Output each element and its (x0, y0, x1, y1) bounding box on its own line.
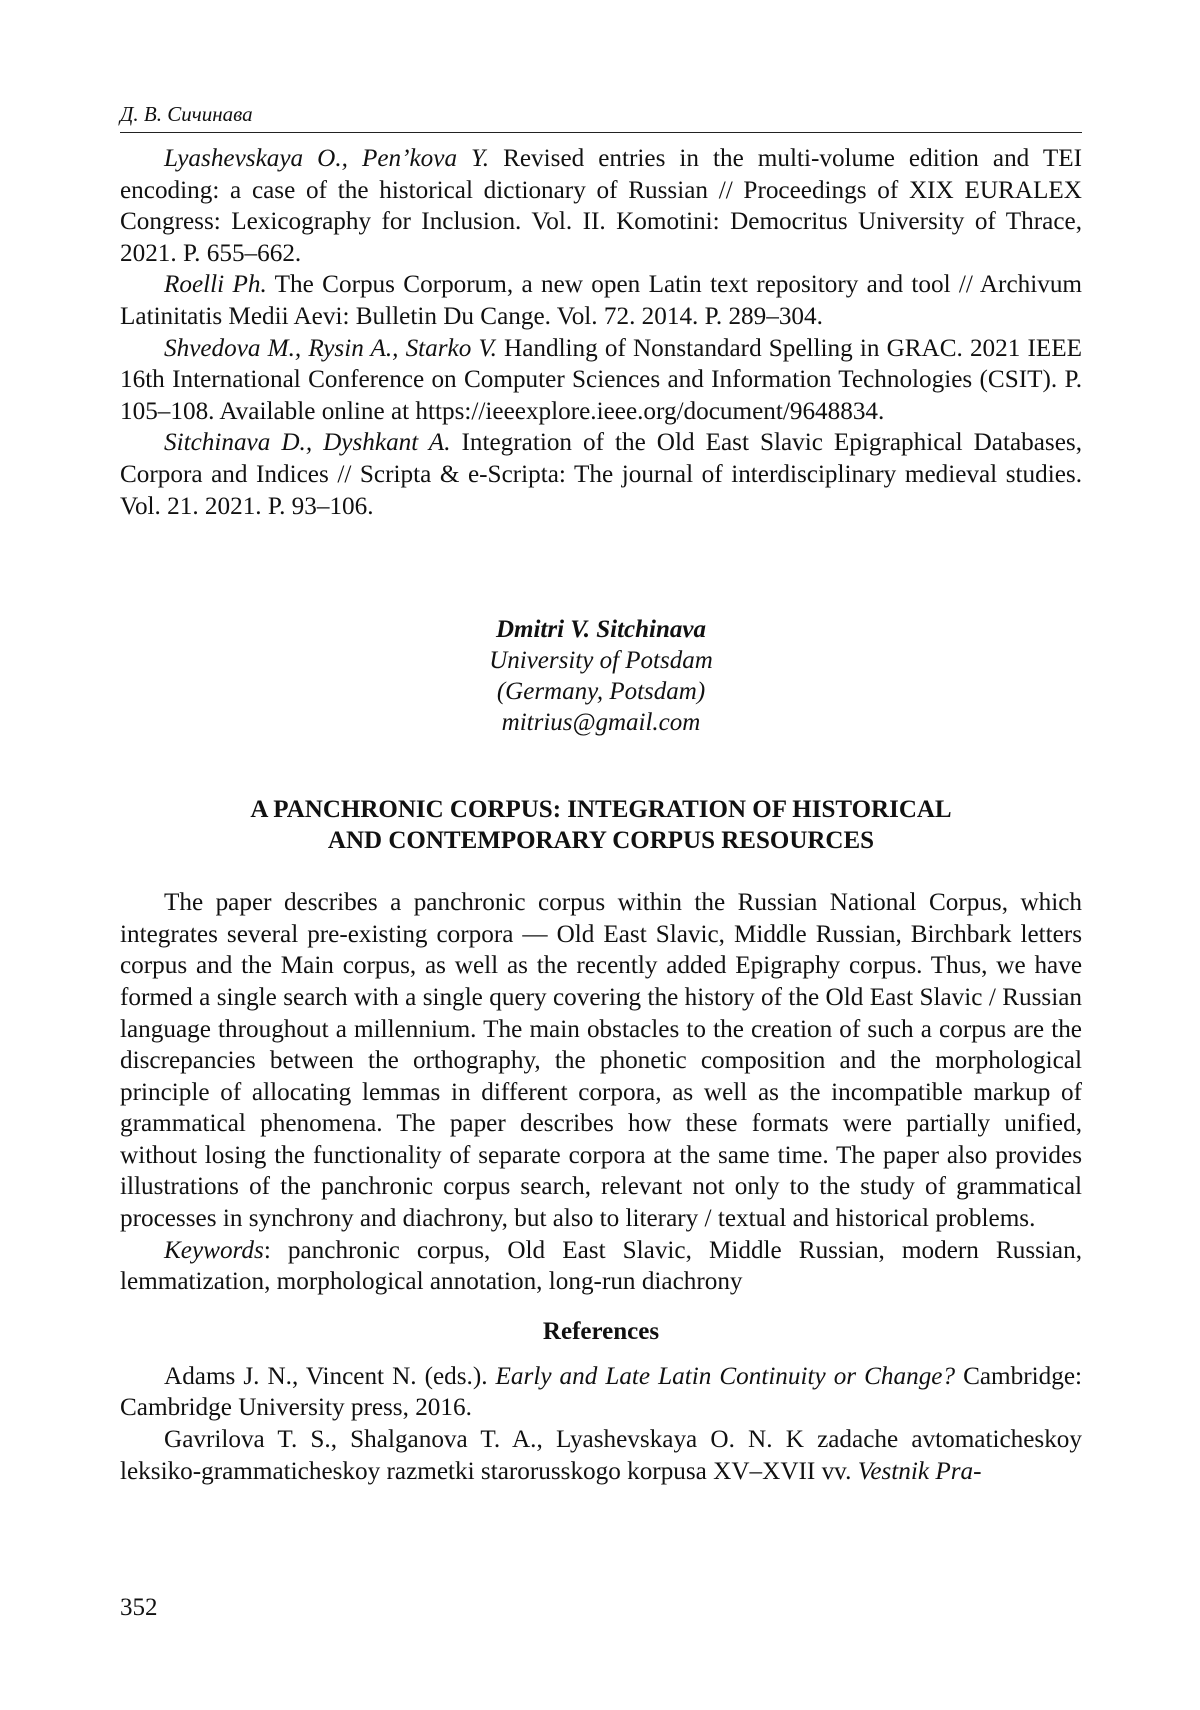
reference-text: Integration of the Old East Slavic Epigraphical Databases, Corpora and Indices // Scripta & e-Scripta: The journal of interdisciplinary medieval studies. Vol. 21. 2021. P. 93–106. (120, 429, 1083, 520)
reference-item (120, 1361, 1082, 1424)
references-heading: References (542, 1317, 660, 1345)
reference-authors: Sitchinava D., Dyshkant A. (164, 429, 451, 457)
header-rule (120, 132, 1082, 133)
keywords-label: Keywords (164, 1236, 264, 1264)
reference-item (120, 427, 1082, 522)
author-block (120, 614, 1082, 738)
reference-text: Handling of Nonstandard Spelling in GRAC. 2021 IEEE 16th International Conference on Computer Sciences and Information Technologies (CSIT). P. 105–108. Available online at https://ieeexplore.ieee.org/document/9648834. (120, 334, 1082, 425)
reference-text: Revised entries in the multi-volume edition and TEI encoding: a case of the historical dictionary of Russian // Proceedings of XIX EURALEX Congress: Lexicography for Inclusion. Vol. II. Komotini: Democritus University of Thrace, 2021. P. 655–662. (120, 145, 1082, 267)
reference-item (120, 333, 1082, 428)
reference-item (120, 1424, 1082, 1487)
keywords (120, 1235, 1082, 1298)
previous-references (120, 143, 1082, 522)
author-location: (Germany, Potsdam) (496, 678, 706, 706)
reference-text: The Corpus Corporum, a new open Latin text repository and tool // Archivum Latinitatis Medii Aevi: Bulletin Du Cange. Vol. 72. 2014. P. 289–304. (120, 271, 1082, 330)
page (120, 100, 1082, 1487)
reference-text: Adams J. N., Vincent N. (eds.). (164, 1362, 496, 1390)
reference-authors: Shvedova M., Rysin A., Starko V. (164, 334, 497, 362)
reference-text: Gavrilova T. S., Shalganova T. A., Lyashevskaya O. N. K zadache avtomaticheskoy leksiko-grammaticheskoy razmetki starorusskogo korpusa XV–XVII vv. (120, 1426, 1082, 1485)
paper-title-line: AND CONTEMPORARY CORPUS RESOURCES (327, 827, 875, 855)
author-email: mitrius@gmail.com (501, 709, 701, 737)
author-name: Dmitri V. Sitchinava (495, 616, 706, 644)
paper-title-line: A PANCHRONIC CORPUS: INTEGRATION OF HISTORICAL (250, 796, 952, 824)
reference-authors: Roelli Ph. (164, 271, 267, 299)
reference-title: Early and Late Latin Continuity or Change? (495, 1362, 956, 1390)
paper-title (120, 794, 1082, 856)
keywords-text: : panchronic corpus, Old East Slavic, Middle Russian, modern Russian, lemmatization, morphological annotation, long-run diachrony (120, 1236, 1082, 1296)
reference-text: Cambridge: Cambridge University press, 2016. (120, 1362, 1082, 1422)
author-affiliation: University of Potsdam (489, 647, 713, 675)
reference-title: Vestnik Pra- (857, 1457, 982, 1485)
running-head: Д. В. Сичинава (120, 102, 253, 126)
reference-item (120, 143, 1082, 269)
abstract: The paper describes a panchronic corpus within the Russian National Corpus, which integrates several pre-existing corpora — Old East Slavic, Middle Russian, Birchbark letters corpus and the Main corpus, as well as the recently added Epigraphy corpus. Thus, we have formed a single search with a single query covering the history of the Old East Slavic / Russian language throughout a millennium. The main obstacles to the creation of such a corpus are the discrepancies between the orthography, the phonetic composition and the morphological principle of allocating lemmas in different corpora, as well as the incompatible markup of grammatical phenomena. The paper describes how these formats were partially unified, without losing the functionality of separate corpora at the same time. The paper also provides illustrations of the panchronic corpus search, relevant not only to the study of grammatical processes in synchrony and diachrony, but also to literary / textual and historical problems. (120, 889, 1082, 1233)
reference-item (120, 269, 1082, 332)
page-number: 352 (120, 1594, 158, 1621)
reference-authors: Lyashevskaya O., Pen’kova Y. (164, 145, 490, 172)
